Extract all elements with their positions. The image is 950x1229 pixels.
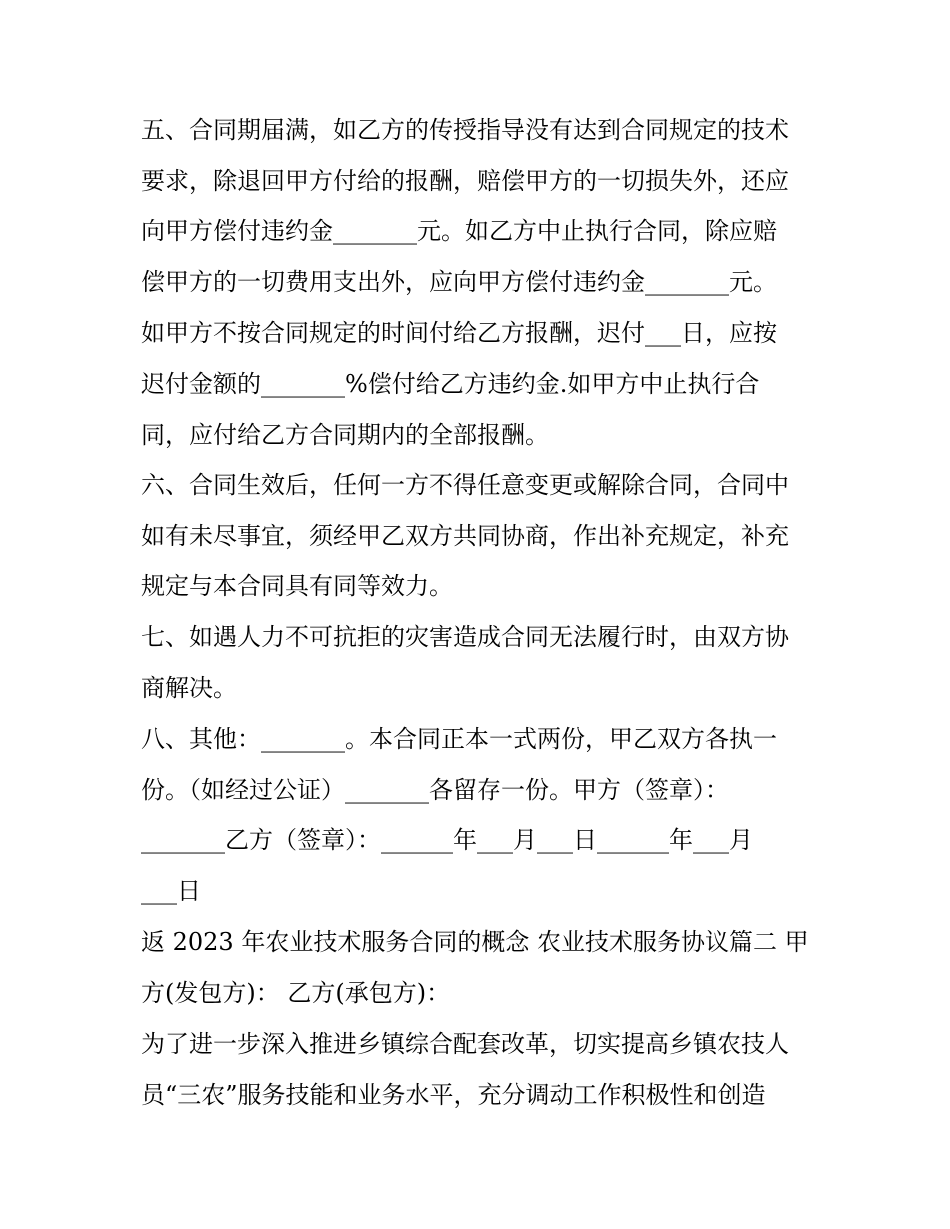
clause-six-line-2: 如有未尽事宜，须经甲乙双方共同协商，作出补充规定，补充	[141, 522, 789, 550]
signature-line-1: _______乙方（签章）：______年___月___日______年___月	[141, 826, 753, 854]
clause-six-line-1: 六、合同生效后，任何一方不得任意变更或解除合同，合同中	[141, 471, 789, 499]
clause-five-line-2: 要求，除退回甲方付给的报酬，赔偿甲方的一切损失外，还应	[141, 167, 789, 195]
clause-five-line-6: 迟付金额的_______%偿付给乙方违约金.如甲方中止执行合	[141, 370, 760, 398]
section-two-heading-line-2: 方(发包方)： 乙方(承包方)：	[141, 979, 451, 1007]
clause-five-line-1: 五、合同期届满，如乙方的传授指导没有达到合同规定的技术	[141, 116, 789, 144]
clause-eight-line-1: 八、其他：_______。本合同正本一式两份，甲乙双方各执一	[141, 725, 777, 753]
signature-line-2: ___日	[141, 877, 201, 905]
section-two-heading-line-1: 返 2023 年农业技术服务合同的概念 农业技术服务协议篇二 甲	[141, 928, 809, 956]
clause-five-line-5: 如甲方不按合同规定的时间付给乙方报酬，迟付___日，应按	[141, 319, 777, 347]
preamble-line-2: 员“三农”服务技能和业务水平，充分调动工作积极性和创造	[141, 1081, 766, 1109]
clause-five-line-4: 偿甲方的一切费用支出外，应向甲方偿付违约金_______元。	[141, 268, 777, 296]
clause-eight-line-2: 份。（如经过公证）_______各留存一份。甲方（签章）：	[141, 776, 729, 804]
clause-six-line-3: 规定与本合同具有同等效力。	[141, 572, 453, 600]
clause-seven-line-2: 商解决。	[141, 674, 237, 702]
clause-seven-line-1: 七、如遇人力不可抗拒的灾害造成合同无法履行时，由双方协	[141, 623, 789, 651]
clause-five-line-7: 同，应付给乙方合同期内的全部报酬。	[141, 421, 549, 449]
preamble-line-1: 为了进一步深入推进乡镇综合配套改革，切实提高乡镇农技人	[141, 1030, 789, 1058]
clause-five-line-3: 向甲方偿付违约金_______元。如乙方中止执行合同，除应赔	[141, 217, 777, 245]
